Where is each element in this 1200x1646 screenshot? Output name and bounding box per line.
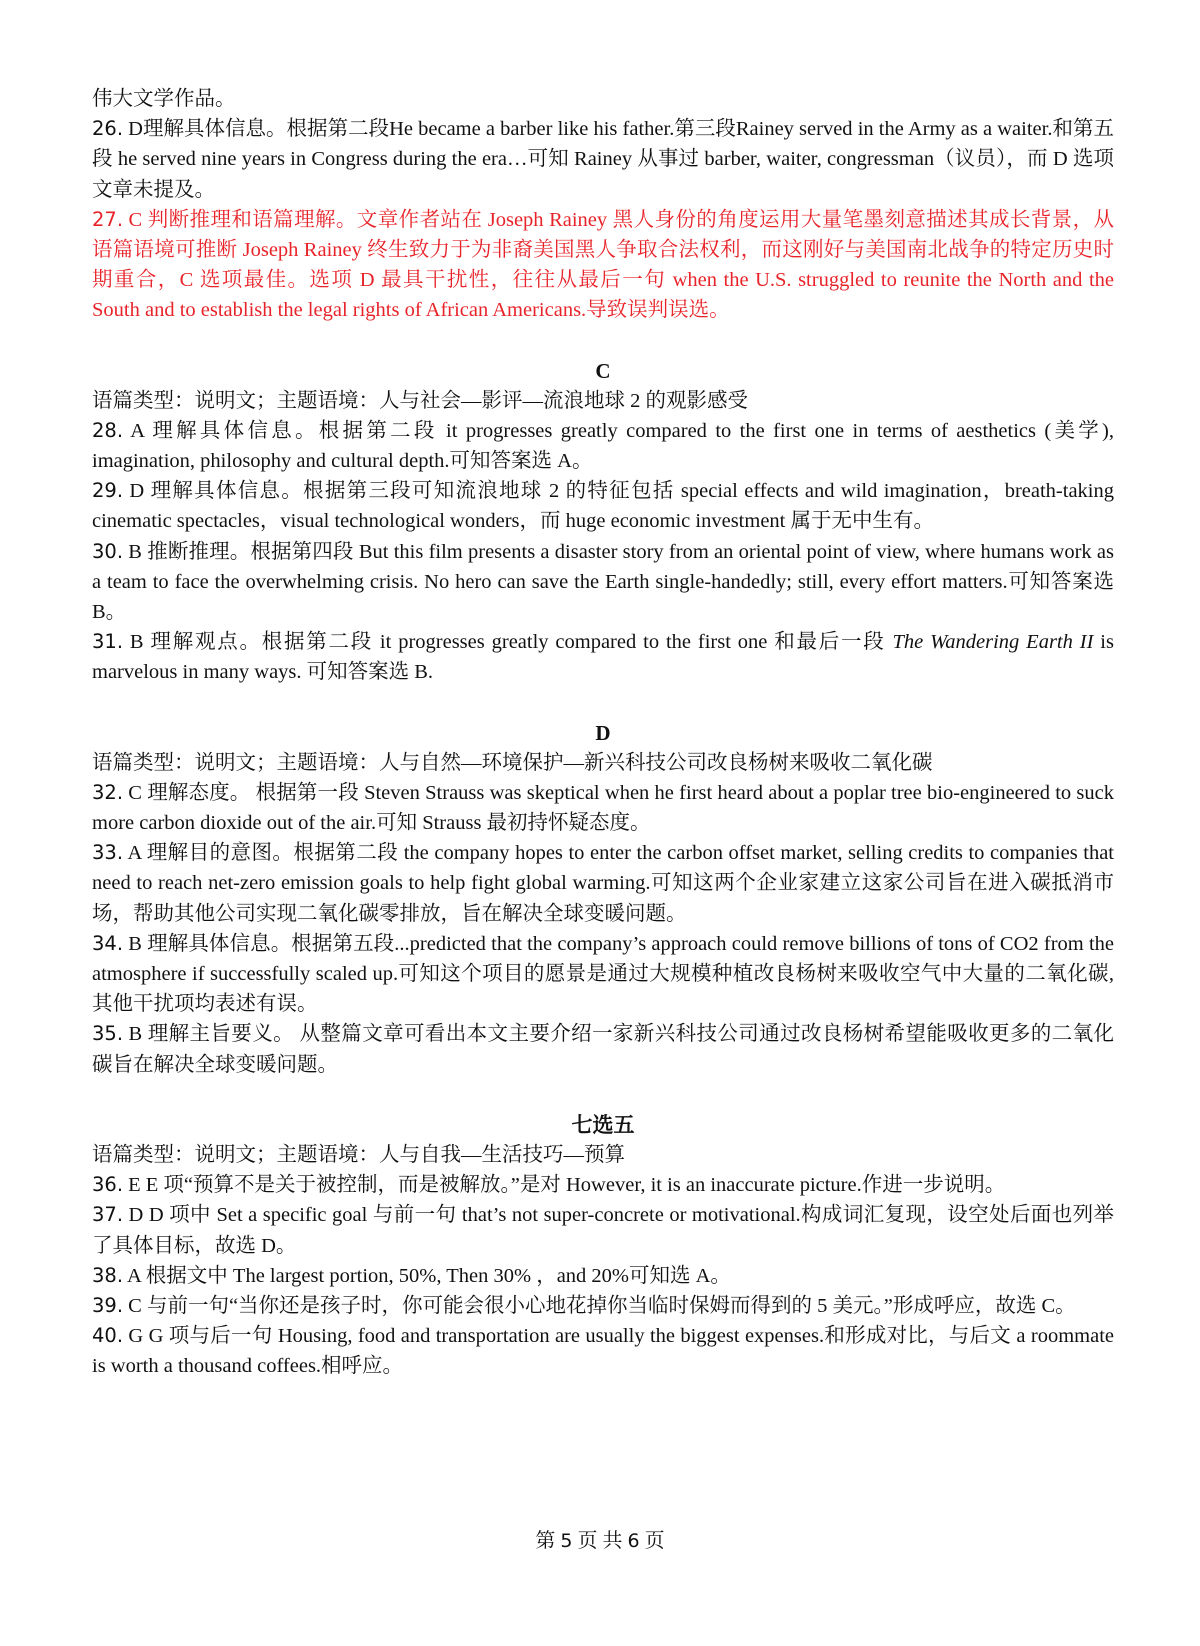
answer-text: C 理解态度。 根据第一段 Steven Strauss was skeptical when he first heard about a poplar tree bio-engineered to suck more carbon dioxide out of the air.可知 Strauss 最初持怀疑态度。 xyxy=(92,781,1114,835)
answer-text: B 推断推理。根据第四段 But this film presents a disaster story from an oriental point of view, where humans work as a team to face the overwhelming crisis. No hero can save the Earth single-handedly; still, every effort matters.可知答案选 B。 xyxy=(92,540,1114,624)
answer-32 xyxy=(92,778,1114,838)
section-heading-c: C xyxy=(595,358,611,383)
question-number: 39. xyxy=(92,1293,124,1317)
question-number: 32. xyxy=(92,780,124,804)
question-number: 38. xyxy=(92,1263,124,1287)
answer-34 xyxy=(92,929,1114,1020)
answer-text: C 判断推理和语篇理解。文章作者站在 Joseph Rainey 黑人身份的角度运用大量笔墨刻意描述其成长背景，从语篇语境可推断 Joseph Rainey 终生致力于为非裔美国黑人争取合法权利，而这刚好与美国南北战争的特定历史时期重合，C 选项最佳。选项 D 最具干扰性，往往从最后一句 when the U.S. struggled to reunite the North and the South and to establish the legal rights of African Americans.导致误判误选。 xyxy=(92,208,1114,322)
answer-text: D D 项中 Set a specific goal 与前一句 that’s not super-concrete or motivational.构成词汇复现，设空处后面也列举了具体目标，故选 D。 xyxy=(92,1204,1114,1257)
footer-prefix: 第 xyxy=(535,1530,561,1552)
question-number: 40. xyxy=(92,1324,124,1348)
answer-26 xyxy=(92,114,1114,205)
answer-33 xyxy=(92,838,1114,929)
answer-text: E E 项“预算不是关于被控制，而是被解放。”是对 However, it is an inaccurate picture.作进一步说明。 xyxy=(123,1174,1006,1197)
answer-28 xyxy=(92,416,1114,476)
continuation-text: 伟大文学作品。 xyxy=(92,88,236,110)
section-heading-d: D xyxy=(595,720,611,745)
answer-text: B 理解具体信息。根据第五段...predicted that the company’s approach could remove billions of tons of CO2 from the atmosphere if successfully scaled up.可知这个项目的愿景是通过大规模种植改良杨树来吸收空气中大量的二氧化碳,其他干扰项均表述有误。 xyxy=(92,932,1114,1016)
film-title: The Wandering Earth II xyxy=(892,631,1094,654)
footer-suffix: 页 xyxy=(639,1530,665,1552)
answer-page xyxy=(92,84,1114,1382)
answer-38 xyxy=(92,1261,1114,1291)
answer-39 xyxy=(92,1291,1114,1321)
answer-27 xyxy=(92,205,1114,326)
question-number: 29. xyxy=(92,479,124,503)
answer-31 xyxy=(92,627,1114,687)
answer-37 xyxy=(92,1200,1114,1260)
question-number: 27. xyxy=(92,207,124,231)
page-number: 5 xyxy=(560,1530,573,1552)
section-heading-seven: 七选五 xyxy=(571,1112,635,1137)
answer-30 xyxy=(92,537,1114,628)
question-number: 26. xyxy=(92,117,124,141)
answer-40 xyxy=(92,1321,1114,1381)
footer-middle: 页 共 xyxy=(572,1530,628,1552)
question-number: 33. xyxy=(92,841,124,865)
answer-text: is marvelous in many ways. 可知答案选 B. xyxy=(92,631,1114,684)
answer-36 xyxy=(92,1170,1114,1200)
genre-line: 语篇类型：说明文；主题语境：人与自然—环境保护—新兴科技公司改良杨树来吸收二氧化碳 xyxy=(92,751,933,774)
question-number: 35. xyxy=(92,1022,124,1046)
answer-text: A 理解具体信息。根据第二段 it progresses greatly compared to the first one in terms of aesthetics (美学), imagination, philosophy and cultural depth.可知答案选 A。 xyxy=(92,419,1114,473)
page-footer xyxy=(0,1528,1200,1554)
answer-text: A 根据文中 The largest portion, 50%, Then 30% ，and 20%可知选 A。 xyxy=(123,1264,731,1287)
answer-text: A 理解目的意图。根据第二段 the company hopes to enter the carbon offset market, selling credits to companies that need to reach net-zero emission goals to help fight global warming.可知这两个企业家建立这家公司旨在进入碳抵消市场，帮助其他公司实现二氧化碳零排放，旨在解决全球变暖问题。 xyxy=(92,842,1114,925)
question-number: 34. xyxy=(92,931,124,955)
question-number: 37. xyxy=(92,1203,124,1227)
answer-text: C 与前一句“当你还是孩子时，你可能会很小心地花掉你当临时保姆而得到的 5 美元。”形成呼应，故选 C。 xyxy=(123,1294,1076,1317)
question-number: 30. xyxy=(92,539,124,563)
answer-35 xyxy=(92,1019,1114,1079)
answer-29 xyxy=(92,476,1114,536)
genre-line: 语篇类型：说明文；主题语境：人与自我—生活技巧—预算 xyxy=(92,1143,625,1166)
answer-text: D理解具体信息。根据第二段He became a barber like his father.第三段Rainey served in the Army as a waiter.和第五段 he served nine years in Congress during the era…可知 Rainey 从事过 barber, waiter, congressman（议员），而 D 选项文章未提及。 xyxy=(92,118,1114,201)
genre-line: 语篇类型：说明文；主题语境：人与社会—影评—流浪地球 2 的观影感受 xyxy=(92,389,748,412)
answer-text: B 理解主旨要义。 从整篇文章可看出本文主要介绍一家新兴科技公司通过改良杨树希望能吸收更多的二氧化碳旨在解决全球变暖问题。 xyxy=(92,1023,1114,1076)
answer-text: B 理解观点。根据第二段 it progresses greatly compared to the first one 和最后一段 xyxy=(123,631,893,654)
question-number: 31. xyxy=(92,630,124,654)
question-number: 36. xyxy=(92,1173,124,1197)
page-total: 6 xyxy=(627,1530,640,1552)
question-number: 28. xyxy=(92,418,124,442)
answer-text: D 理解具体信息。根据第三段可知流浪地球 2 的特征包括 special effects and wild imagination，breath-taking cinematic spectacles，visual technological wonders，而 huge economic investment 属于无中生有。 xyxy=(92,480,1114,533)
answer-text: G G 项与后一句 Housing, food and transportation are usually the biggest expenses.和形成对比，与后文 a roommate is worth a thousand coffees.相呼应。 xyxy=(92,1325,1114,1378)
